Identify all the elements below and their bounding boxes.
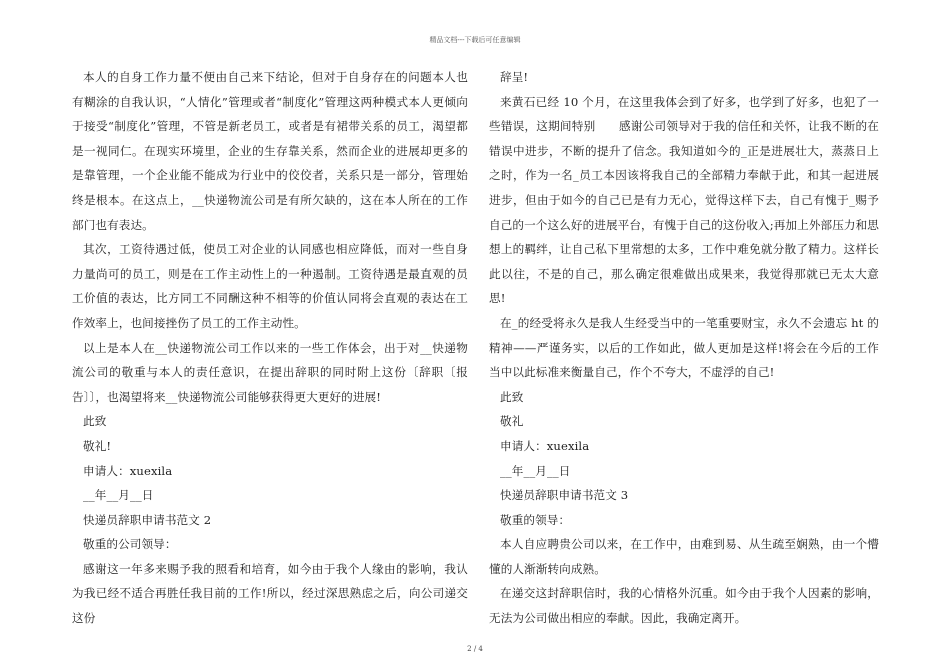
paragraph: 其次，工资待遇过低，使员工对企业的认同感也相应降低，而对一些自身力量尚可的员工，则是在工作主动性上的一种遏制。工资待遇是最直观的员工价值的表达，比方同工不同酬这种不相等的价值认同将会直观的表达在工作效率上，也间接挫伤了员工的工作主动性。 xyxy=(72,242,468,330)
applicant-line: 申请人：xuexila xyxy=(500,438,590,453)
paragraph: 在_的经受将永久是我人生经受当中的一笔重要财宝，永久不会遗忘 ht 的精神——严谨务实，以后的工作如此，做人更加是这样!将会在今后的工作当中以此标准来衡量自己，作个不夸大，不虚浮的自己! xyxy=(489,315,879,380)
paragraph: 来黄石已经 10 个月，在这里我体会到了好多，也学到了好多，也犯了一些错误，这期间特别 感谢公司领导对于我的信任和关怀，让我不断的在错误中进步，不断的提升了信念。我知道如今的_正是进展壮大，蒸蒸日上之时，作为一名_员工本因该将我自己的全部精力奉献于此，和其一起进展进步，但由于如今的自己已是有力无心，觉得这样下去，自己有愧于_赐予自己的一个这么好的进展平台，有愧于自己的这份收入;再加上外部压力和思想上的羁绊，让自己私下里常想的太多，工作中难免就分散了精力。这样长此以往，不是的自己，那么确定很难做出成果来，我觉得那就已无太大意思! xyxy=(489,94,879,306)
left-column xyxy=(72,65,468,631)
paragraph: 本人自应聘贵公司以来，在工作中，由难到易、从生疏至娴熟，由一个懵懂的人渐渐转向成熟。 xyxy=(489,537,879,576)
paragraph: 感谢这一年多来赐予我的照看和培育，如今由于我个人缘由的影响，我认为我已经不适合再胜任我目前的工作!所以，经过深思熟虑之后，向公司递交这份 xyxy=(72,561,468,626)
page-number: 2 / 4 xyxy=(467,645,483,653)
salutation: 敬礼! xyxy=(83,438,112,453)
date-line: __年__月__日 xyxy=(83,488,154,503)
paragraph: 在递交这封辞职信时，我的心情格外沉重。如今由于我个人因素的影响，无法为公司做出相应的奉献。因此，我确定离开。 xyxy=(489,586,879,626)
applicant-line: 申请人：xuexila xyxy=(83,463,173,478)
salutation: 此致 xyxy=(83,414,107,429)
salutation: 敬礼 xyxy=(500,414,524,429)
section-title: 快递员辞职申请书范文 3 xyxy=(500,488,629,503)
page-header: 精品文档---下载后可任意编辑 xyxy=(429,36,521,44)
section-title: 快递员辞职申请书范文 2 xyxy=(83,512,212,527)
paragraph: 以上是本人在__快递物流公司工作以来的一些工作体会，出于对__快递物流公司的敬重与本人的责任意识，在提出辞职的同时附上这份〔辞职〔报告〕〕，也渴望将来__快递物流公司能够获得更大更好的进展! xyxy=(72,340,468,404)
date-line: __年__月__日 xyxy=(500,463,571,478)
paragraph: 辞呈! xyxy=(500,70,529,84)
paragraph: 本人的自身工作力量不便由自己来下结论，但对于自身存在的问题本人也有糊涂的自我认识，“人情化”管理或者“制度化”管理这两种模式本人更倾向于接受“制度化”管理，不管是新老员工，或者是有裙带关系的员工，渴望都是一视同仁。在现实环境里，企业的生存靠关系，然而企业的进展却更多的是靠管理，一个企业能不能成为行业中的佼佼者，关系只是一部分，管理始终是根本。在这点上，__快递物流公司是有所欠缺的，这在本人所在的工作部门也有表达。 xyxy=(72,70,468,232)
greeting: 敬重的公司领导： xyxy=(83,537,177,552)
greeting: 敬重的领导： xyxy=(500,512,571,527)
right-column xyxy=(489,65,879,631)
salutation: 此致 xyxy=(500,389,524,404)
